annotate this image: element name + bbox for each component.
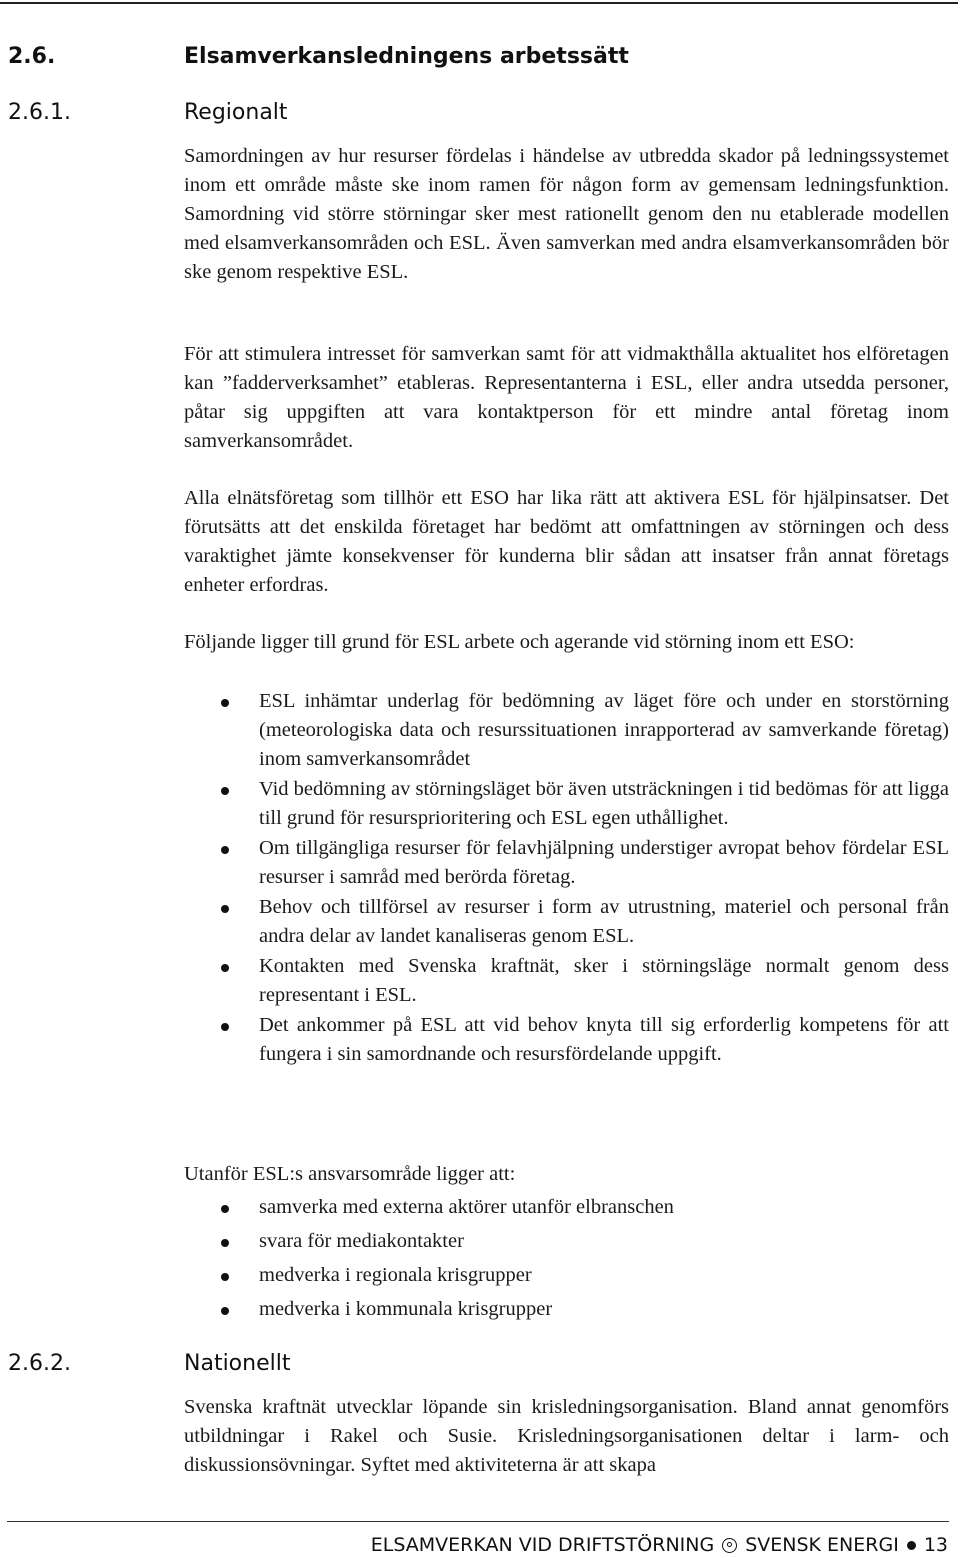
list-item	[184, 775, 949, 833]
list-item	[184, 687, 949, 774]
list-item-text: medverka i regionala krisgrupper	[259, 1264, 532, 1286]
section-number: 2.6.	[8, 44, 56, 69]
paragraph-3: Alla elnätsföretag som tillhör ett ESO har lika rätt att aktivera ESL för hjälpinsatser. Det förutsätts att det enskilda företaget har bedömt att omfattningen av störningen och dess varaktighet jämte konsekvenser för kunderna blir sådan att insatser från annat företags enheter erfordras.	[184, 487, 949, 596]
page-number: 13	[923, 1534, 948, 1556]
copyright-circle-icon	[722, 1538, 737, 1553]
bullet-icon	[221, 964, 229, 972]
list-item	[184, 1227, 949, 1256]
paragraph-6: Svenska kraftnät utvecklar löpande sin krisledningsorganisation. Bland annat genomförs utbildningar i Rakel och Susie. Krisledningsorganisationen deltar i larm- och diskussionsövningar. Syftet med aktiviteterna är att skapa	[184, 1396, 949, 1476]
list-item	[184, 952, 949, 1010]
page-footer	[371, 1534, 948, 1556]
list-item-text: Om tillgängliga resurser för felavhjälpning understiger avropat behov fördelar ESL resurser i samråd med berörda företag.	[259, 837, 949, 888]
bullet-icon	[221, 1273, 229, 1281]
top-rule	[0, 2, 958, 4]
bullet-list-esl-tasks	[184, 687, 949, 1070]
bullet-list-outside-scope	[184, 1193, 949, 1329]
bullet-separator-icon	[907, 1541, 916, 1550]
section-number: 2.6.1.	[8, 100, 71, 125]
list-item	[184, 893, 949, 951]
paragraph-5-intro: Utanför ESL:s ansvarsområde ligger att:	[184, 1163, 516, 1185]
list-item-text: ESL inhämtar underlag för bedömning av läget före och under en storstörning (meteorologiska data och resurssituationen inrapporterad av samverkande företag) inom samverkansområdet	[259, 690, 949, 770]
list-item-text: Behov och tillförsel av resurser i form av utrustning, materiel och personal från andra delar av landet kanaliseras genom ESL.	[259, 896, 949, 947]
footer-organization: SVENSK ENERGI	[745, 1534, 899, 1556]
list-item-text: medverka i kommunala krisgrupper	[259, 1298, 553, 1320]
list-item	[184, 1193, 949, 1222]
bullet-icon	[221, 846, 229, 854]
section-title: Elsamverkansledningens arbetssätt	[184, 44, 629, 69]
section-title: Regionalt	[184, 100, 288, 125]
list-item-text: Det ankommer på ESL att vid behov knyta till sig erforderlig kompetens för att fungera i sin samordnande och resursfördelande uppgift.	[259, 1014, 949, 1065]
list-item	[184, 834, 949, 892]
list-item-text: samverka med externa aktörer utanför elbranschen	[259, 1196, 674, 1218]
section-title: Nationellt	[184, 1351, 291, 1376]
section-number: 2.6.2.	[8, 1351, 71, 1376]
bullet-icon	[221, 787, 229, 795]
list-item	[184, 1261, 949, 1290]
paragraph-4-intro: Följande ligger till grund för ESL arbete och agerande vid störning inom ett ESO:	[184, 631, 855, 653]
paragraph-1: Samordningen av hur resurser fördelas i händelse av utbredda skador på ledningssystemet inom ett område måste ske inom ramen för någon form av gemensam ledningsfunktion. Samordning vid större störningar sker mest rationellt genom den nu etablerade modellen med elsamverkansområden och ESL. Även samverkan med andra elsamverkansområden bör ske genom respektive ESL.	[184, 145, 949, 283]
bullet-icon	[221, 1307, 229, 1315]
list-item-text: Kontakten med Svenska kraftnät, sker i störningsläge normalt genom dess representant i ESL.	[259, 955, 949, 1006]
list-item	[184, 1011, 949, 1069]
paragraph-2: För att stimulera intresset för samverkan samt för att vidmakthålla aktualitet hos elföretagen kan ”fadderverksamhet” etableras. Representanterna i ESL, eller andra utsedda personer, påtar sig uppgiften att vara kontaktperson för ett mindre antal företag inom samverkansområdet.	[184, 343, 949, 452]
footer-document-title: ELSAMVERKAN VID DRIFTSTÖRNING	[370, 1534, 715, 1556]
list-item-text: Vid bedömning av störningsläget bör även utsträckningen i tid bedömas för att ligga till grund för resursprioritering och ESL egen uthållighet.	[259, 778, 949, 829]
bullet-icon	[221, 1205, 229, 1213]
bullet-icon	[221, 1023, 229, 1031]
bullet-icon	[221, 1239, 229, 1247]
bullet-icon	[221, 699, 229, 707]
bullet-icon	[221, 905, 229, 913]
list-item-text: svara för mediakontakter	[259, 1230, 464, 1252]
footer-rule	[7, 1521, 949, 1522]
list-item	[184, 1295, 949, 1324]
